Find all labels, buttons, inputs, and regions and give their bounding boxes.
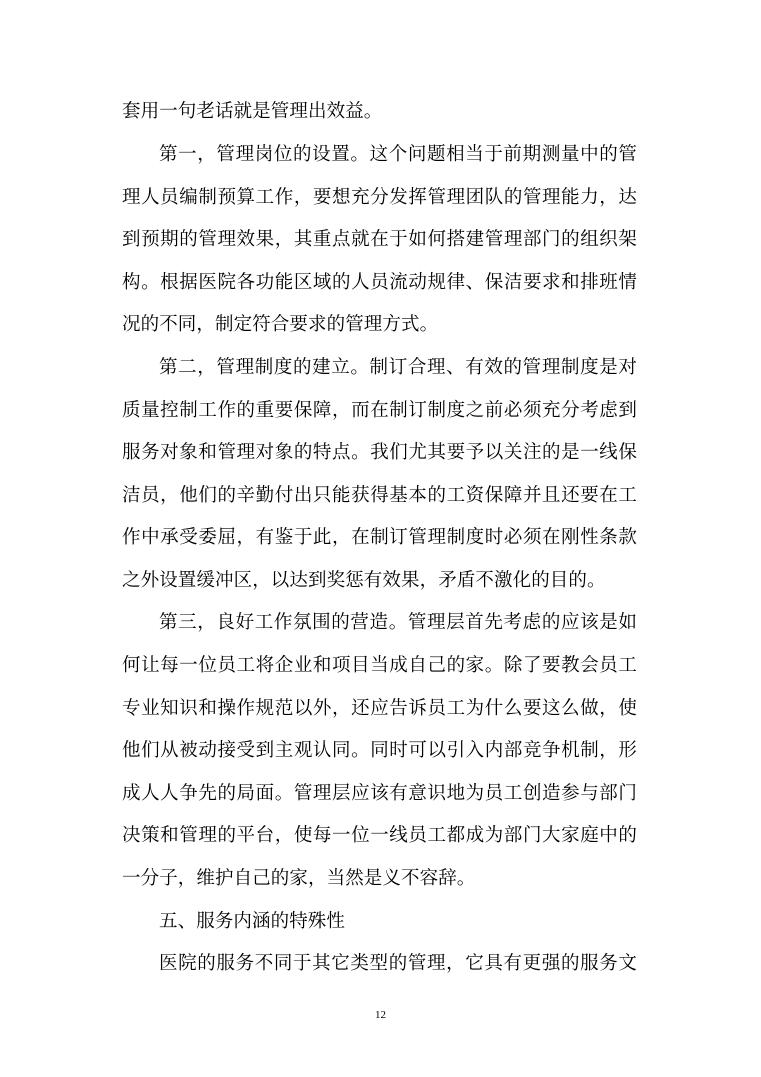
text-line: 他们从被动接受到主观认同。同时可以引入内部竞争机制，形 — [122, 740, 637, 761]
text-line: 作中承受委屈，有鉴于此，在制订管理制度时必须在刚性条款 — [122, 527, 637, 548]
text-line: 之外设置缓冲区，以达到奖惩有效果，矛盾不激化的目的。 — [122, 570, 606, 591]
text-line: 到预期的管理效果，其重点就在于如何搭建管理部门的组织架 — [122, 229, 637, 250]
text-line: 一分子，维护自己的家，当然是义不容辞。 — [122, 868, 476, 889]
text-line: 洁员，他们的辛勤付出只能获得基本的工资保障并且还要在工 — [122, 485, 637, 506]
text-line: 何让每一位员工将企业和项目当成自己的家。除了要教会员工 — [122, 655, 637, 676]
text-line: 专业知识和操作规范以外，还应告诉员工为什么要这么做，使 — [122, 698, 637, 719]
paragraph-first-line: 第一，管理岗位的设置。这个问题相当于前期测量中的管 — [159, 144, 637, 165]
text-line: 构。根据医院各功能区域的人员流动规律、保洁要求和排班情 — [122, 272, 637, 293]
text-line: 套用一句老话就是管理出效益。 — [122, 101, 383, 122]
page-number: 12 — [375, 1009, 386, 1021]
text-line: 质量控制工作的重要保障，而在制订制度之前必须充分考虑到 — [122, 400, 637, 421]
text-line: 理人员编制预算工作，要想充分发挥管理团队的管理能力，达 — [122, 187, 637, 208]
text-line: 况的不同，制定符合要求的管理方式。 — [122, 314, 439, 335]
text-line: 服务对象和管理对象的特点。我们尤其要予以关注的是一线保 — [122, 442, 637, 463]
text-line: 成人人争先的局面。管理层应该有意识地为员工创造参与部门 — [122, 783, 637, 804]
paragraph-first-line: 医院的服务不同于其它类型的管理，它具有更强的服务文 — [159, 953, 637, 974]
paragraph-first-line: 第二，管理制度的建立。制订合理、有效的管理制度是对 — [159, 357, 637, 378]
paragraph-first-line: 第三，良好工作氛围的营造。管理层首先考虑的应该是如 — [159, 612, 637, 633]
text-line: 决策和管理的平台，使每一位一线员工都成为部门大家庭中的 — [122, 825, 637, 846]
section-heading: 五、服务内涵的特殊性 — [159, 911, 346, 932]
